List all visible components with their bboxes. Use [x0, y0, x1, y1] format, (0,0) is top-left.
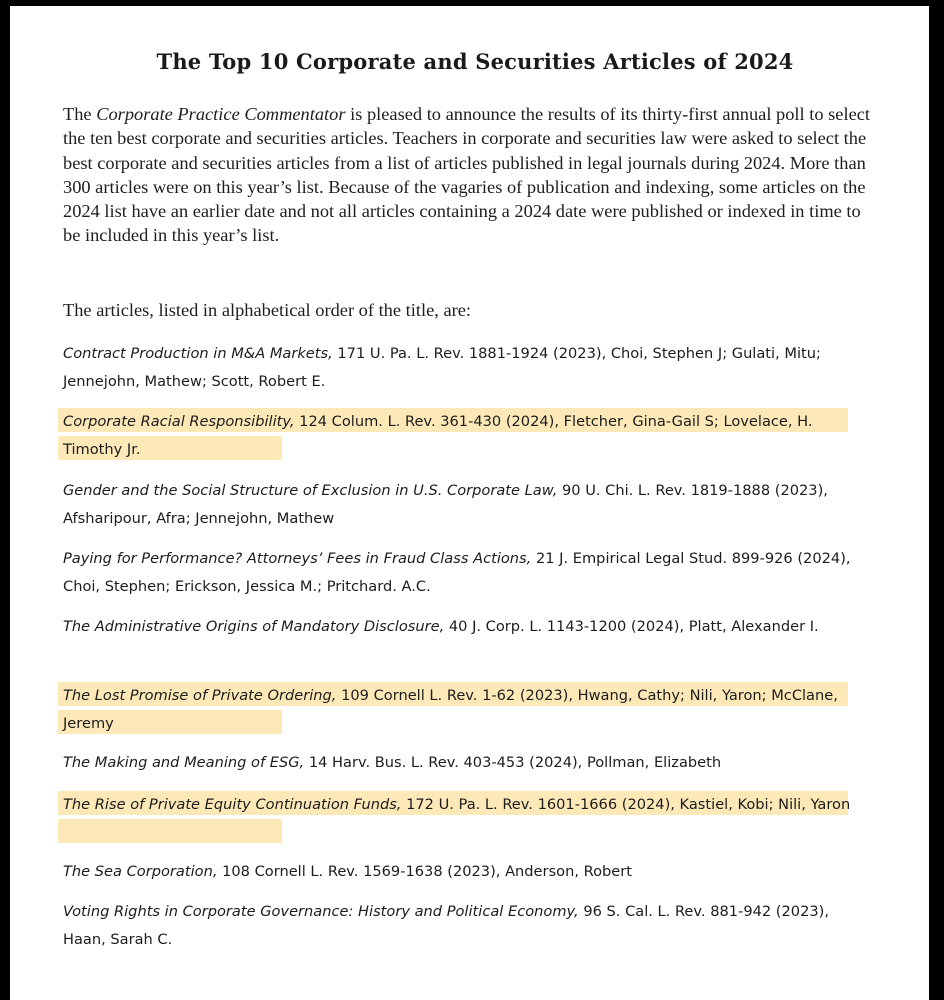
article-title: Paying for Performance? Attorneys’ Fees in Fraud Class Actions, [63, 550, 532, 567]
document-page [10, 6, 929, 1000]
article-title: Corporate Racial Responsibility, [63, 413, 295, 430]
article-citation: 109 Cornell L. Rev. 1-62 (2023), Hwang, Cathy; Nili, Yaron; McClane, Jeremy [63, 687, 838, 732]
list-intro: The articles, listed in alphabetical order of the title, are: [63, 300, 471, 320]
article-entry [63, 682, 853, 738]
article-title: Gender and the Social Structure of Exclusion in U.S. Corporate Law, [63, 482, 558, 499]
intro-body: is pleased to announce the results of its thirty-first annual poll to select the ten best corporate and securities articles. Teachers in corporate and securities law were asked to select the best corporate and securities articles from a list of articles published in legal journals during 2024. More than 300 articles were on this year’s list. Because of the vagaries of publication and indexing, some articles on the 2024 list have an earlier date and not all articles containing a 2024 date were published or indexed in time to be included in this year’s list. [63, 104, 871, 246]
article-entry [63, 613, 853, 641]
article-citation: 172 U. Pa. L. Rev. 1601-1666 (2024), Kastiel, Kobi; Nili, Yaron [401, 796, 851, 813]
article-citation: 21 J. Empirical Legal Stud. 899-926 (2024), Choi, Stephen; Erickson, Jessica M.; Pritchard. A.C. [63, 550, 851, 595]
article-title: The Making and Meaning of ESG, [63, 754, 305, 771]
intro-paragraph [63, 102, 871, 248]
highlight-band [58, 819, 282, 843]
article-entry [63, 791, 853, 819]
article-title: The Rise of Private Equity Continuation Funds, [63, 796, 402, 813]
article-entry [63, 408, 853, 464]
publication-name: Corporate Practice Commentator [96, 104, 346, 124]
article-citation: 124 Colum. L. Rev. 361-430 (2024), Fletcher, Gina-Gail S; Lovelace, H. Timothy Jr. [63, 413, 813, 458]
article-citation: 40 J. Corp. L. 1143-1200 (2024), Platt, Alexander I. [444, 618, 819, 635]
article-entry [63, 898, 853, 954]
article-entry [63, 858, 853, 886]
article-entry [63, 749, 853, 777]
article-citation: 171 U. Pa. L. Rev. 1881-1924 (2023), Choi, Stephen J; Gulati, Mitu; Jennejohn, Mathew; Scott, Robert E. [63, 345, 821, 390]
article-title: Contract Production in M&A Markets, [63, 345, 333, 362]
article-citation: 96 S. Cal. L. Rev. 881-942 (2023), Haan, Sarah C. [63, 903, 829, 948]
article-citation: 108 Cornell L. Rev. 1569-1638 (2023), Anderson, Robert [217, 863, 632, 880]
article-citation: 14 Harv. Bus. L. Rev. 403-453 (2024), Pollman, Elizabeth [304, 754, 722, 771]
article-title: The Lost Promise of Private Ordering, [63, 687, 337, 704]
article-citation: 90 U. Chi. L. Rev. 1819-1888 (2023), Afsharipour, Afra; Jennejohn, Mathew [63, 482, 828, 527]
article-entry [63, 340, 853, 396]
intro-lead: The [63, 104, 97, 124]
page-title: The Top 10 Corporate and Securities Articles of 2024 [156, 49, 794, 74]
article-title: The Sea Corporation, [63, 863, 218, 880]
article-title: Voting Rights in Corporate Governance: History and Political Economy, [63, 903, 579, 920]
article-entry [63, 477, 853, 533]
article-entry [63, 545, 853, 601]
article-title: The Administrative Origins of Mandatory Disclosure, [63, 618, 445, 635]
